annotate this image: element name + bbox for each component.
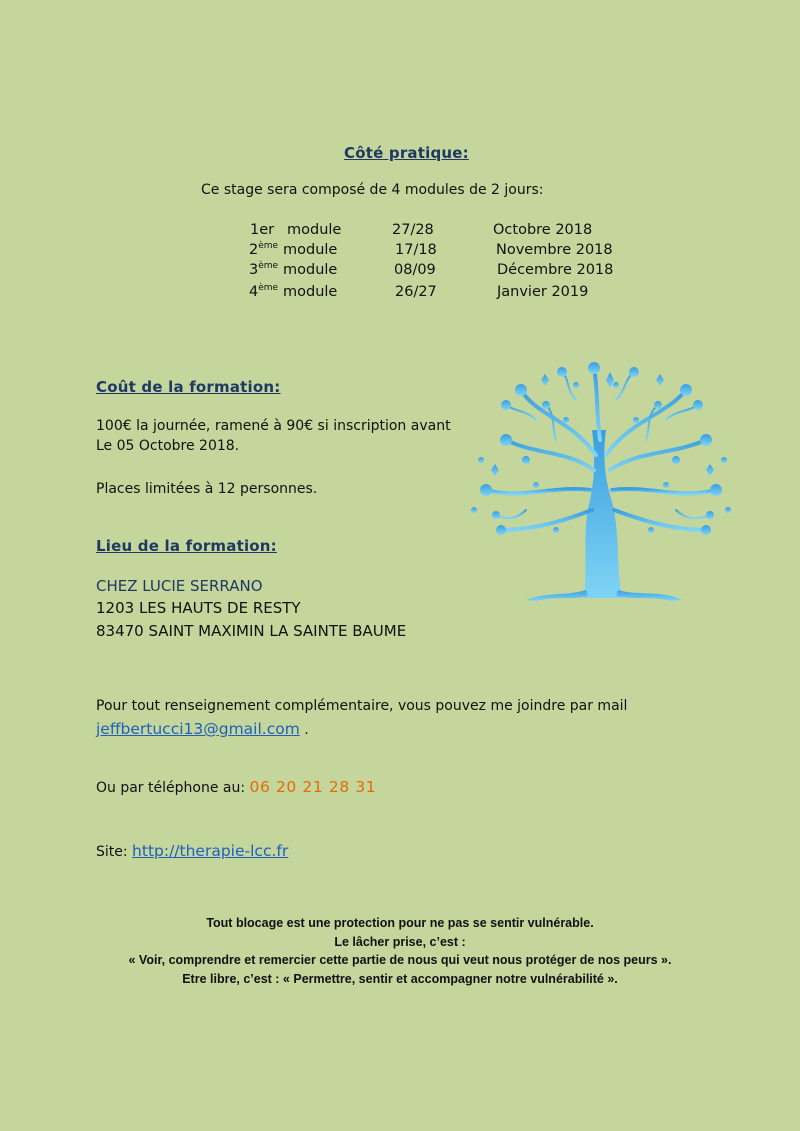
cost-heading: Coût de la formation: (96, 378, 281, 396)
cost-line-1: 100€ la journée, ramené à 90€ si inscription avant (96, 418, 451, 434)
place-heading: Lieu de la formation: (96, 537, 277, 555)
module-month: Octobre 2018 (493, 222, 593, 238)
place-name: CHEZ LUCIE SERRANO (96, 577, 263, 595)
quote-line-3: « Voir, comprendre et remercier cette partie de nous qui veut nous protéger de nos peurs ». (128, 953, 672, 967)
module-row-1 (0, 222, 800, 242)
phone-number[interactable]: 06 20 21 28 31 (249, 778, 377, 796)
site-link[interactable]: http://therapie-lcc.fr (132, 842, 289, 860)
practical-intro: Ce stage sera composé de 4 modules de 2 jours: (201, 182, 544, 198)
email-suffix: . (299, 722, 309, 738)
module-days: 17/18 (395, 242, 437, 258)
module-month: Novembre 2018 (496, 242, 613, 258)
module-word: module (283, 242, 338, 258)
module-days: 26/27 (395, 284, 437, 300)
practical-heading: Côté pratique: (344, 144, 469, 162)
module-month: Janvier 2019 (497, 284, 589, 300)
phone-label: Ou par téléphone au: (96, 780, 250, 796)
module-month: Décembre 2018 (497, 262, 614, 278)
module-word: module (283, 284, 338, 300)
place-address-1: 1203 LES HAUTS DE RESTY (96, 599, 301, 617)
quote-line-1: Tout blocage est une protection pour ne pas se sentir vulnérable. (206, 916, 594, 930)
tree-illustration-icon (466, 360, 738, 604)
module-number: 2ème (249, 241, 279, 258)
module-number: 4ème (249, 283, 279, 300)
module-days: 08/09 (394, 262, 436, 278)
quote-line-2: Le lâcher prise, c’est : (334, 935, 466, 949)
email-link[interactable]: jeffbertucci13@gmail.com (96, 720, 300, 738)
phone-line (96, 777, 376, 796)
module-row-2 (0, 242, 800, 262)
module-days: 27/28 (392, 222, 434, 238)
place-address-2: 83470 SAINT MAXIMIN LA SAINTE BAUME (96, 622, 407, 640)
module-word: module (287, 222, 342, 238)
site-label: Site: (96, 844, 133, 860)
site-line (96, 841, 288, 860)
module-row-3 (0, 262, 800, 282)
email-line (96, 719, 309, 738)
cost-line-2: Le 05 Octobre 2018. (96, 438, 240, 454)
contact-info: Pour tout renseignement complémentaire, vous pouvez me joindre par mail (96, 698, 628, 714)
module-number: 1er (250, 222, 275, 238)
cost-places: Places limitées à 12 personnes. (96, 481, 318, 497)
quote-line-4: Etre libre, c’est : « Permettre, sentir et accompagner notre vulnérabilité ». (182, 972, 618, 986)
module-word: module (283, 262, 338, 278)
module-row-4 (0, 284, 800, 304)
module-number: 3ème (249, 261, 279, 278)
